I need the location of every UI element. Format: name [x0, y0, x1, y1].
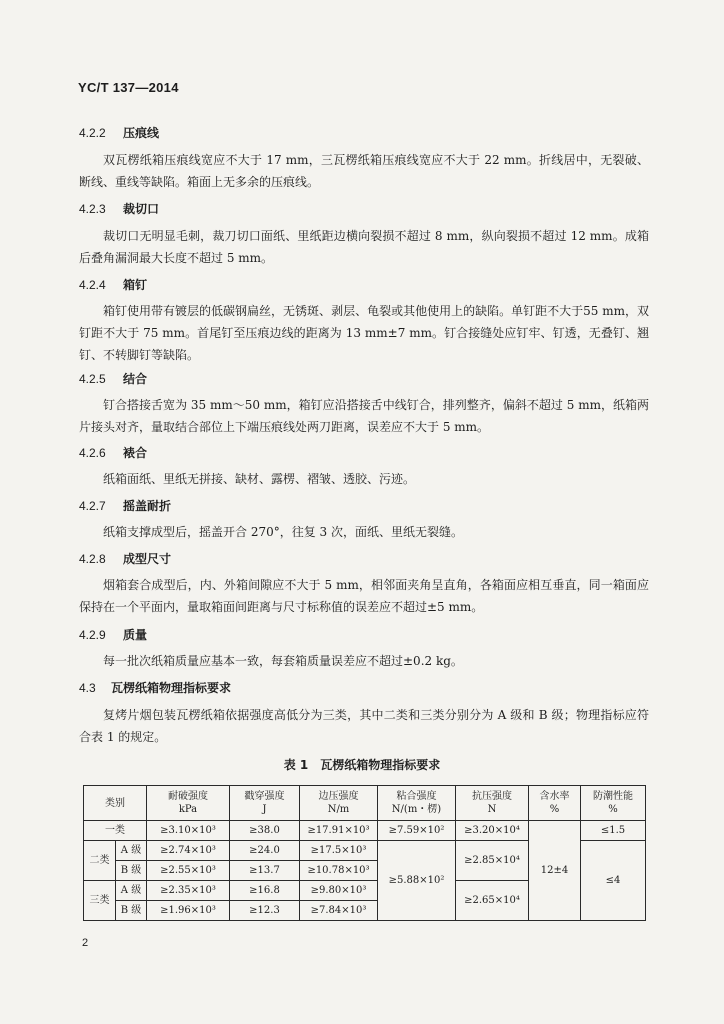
header-label: 防潮性能: [593, 791, 633, 802]
section-number: 4.2.2: [79, 126, 106, 140]
cell-puncture: ≥38.0: [230, 821, 300, 841]
header-unit: kPa: [178, 804, 198, 815]
header-unit: J: [262, 804, 267, 815]
cell-burst: ≥1.96×10³: [147, 901, 230, 921]
section-heading-4-2-6: [79, 444, 147, 461]
section-number: 4.3: [79, 681, 96, 695]
section-title: 压痕线: [123, 126, 160, 140]
cell-damp: ≤1.5: [581, 821, 646, 841]
section-number: 4.2.7: [79, 499, 106, 513]
section-heading-4-3: [79, 679, 231, 696]
paragraph-4-2-8: 烟箱套合成型后，内、外箱间隙应不大于 5 mm，相邻面夹角呈直角，各箱面应相互垂直，同一箱面应保持在一个平面内，量取箱面间距离与尺寸标称值的误差应不超过±5 mm。: [79, 578, 649, 614]
cell-burst: ≥3.10×10³: [147, 821, 230, 841]
cell-edge: ≥10.78×10³: [300, 861, 378, 881]
header-moisture: [529, 786, 581, 821]
header-edge: [300, 786, 378, 821]
cell-puncture: ≥12.3: [230, 901, 300, 921]
cell-edge: ≥7.84×10³: [300, 901, 378, 921]
cell-puncture: ≥13.7: [230, 861, 300, 881]
grade-label: B 级: [116, 861, 147, 881]
grade-label: B 级: [116, 901, 147, 921]
section-number: 4.2.5: [79, 372, 106, 386]
paragraph-4-2-5: 钉合搭接舌宽为 35 mm～50 mm，箱钉应沿搭接舌中线钉合，排列整齐，偏斜不超过 5 mm，纸箱两片接头对齐，量取结合部位上下端压痕线处两刀距离，误差应不大于 5 mm。: [79, 398, 649, 434]
cell-edge: ≥9.80×10³: [300, 881, 378, 901]
section-heading-4-2-5: [79, 370, 147, 387]
section-heading-4-2-4: [79, 276, 147, 293]
header-label: 戳穿强度: [244, 791, 285, 802]
header-damp: [581, 786, 646, 821]
section-title: 结合: [123, 372, 148, 386]
header-unit: %: [608, 804, 618, 815]
page-number: 2: [82, 937, 89, 949]
section-title: 裱合: [123, 446, 148, 460]
table-caption: 表 1 瓦楞纸箱物理指标要求: [283, 758, 441, 772]
section-title: 成型尺寸: [123, 552, 172, 566]
header-label: 耐破强度: [168, 791, 208, 802]
section-number: 4.2.8: [79, 552, 106, 566]
grade-label: A 级: [116, 841, 147, 861]
section-heading-4-2-7: [79, 497, 171, 514]
standard-code: YC/T 137—2014: [78, 80, 179, 95]
cell-puncture: ≥16.8: [230, 881, 300, 901]
header-compress: [456, 786, 529, 821]
header-bond: [378, 786, 456, 821]
cell-compress: ≥2.65×10⁴: [456, 881, 529, 921]
paragraph-4-2-6: 纸箱面纸、里纸无拼接、缺材、露楞、褶皱、透胶、污迹。: [103, 472, 416, 486]
header-unit: N/(m・楞): [391, 804, 442, 815]
class1-label: 一类: [84, 821, 147, 841]
header-label: 边压强度: [318, 791, 359, 802]
cell-edge: ≥17.5×10³: [300, 841, 378, 861]
table-row: [84, 821, 646, 841]
cell-damp-shared: ≤4: [581, 841, 646, 921]
paragraph-4-3: 复烤片烟包装瓦楞纸箱依据强度高低分为三类，其中二类和三类分别分为 A 级和 B 级；物理指标应符合表 1 的规定。: [79, 708, 649, 744]
section-number: 4.2.6: [79, 446, 106, 460]
section-title: 摇盖耐折: [123, 499, 172, 513]
paragraph-4-2-7: 纸箱支撑成型后，摇盖开合 270°，往复 3 次，面纸、里纸无裂缝。: [103, 525, 463, 539]
section-heading-4-2-3: [79, 200, 159, 217]
cell-burst: ≥2.35×10³: [147, 881, 230, 901]
cell-bond-shared: ≥5.88×10²: [378, 841, 456, 921]
paragraph-4-2-3: 裁切口无明显毛刺，裁刀切口面纸、里纸距边横向裂损不超过 8 mm，纵向裂损不超过 12 mm。成箱后叠角漏洞最大长度不超过 5 mm。: [79, 229, 649, 265]
header-label: 抗压强度: [472, 791, 512, 802]
section-number: 4.2.9: [79, 628, 106, 642]
section-title: 裁切口: [123, 202, 160, 216]
paragraph-4-2-9: 每一批次纸箱质量应基本一致，每套箱质量误差应不超过±0.2 kg。: [103, 654, 463, 668]
physical-requirements-table: [83, 785, 646, 921]
table-header-row: [84, 786, 646, 821]
header-burst: [147, 786, 230, 821]
cell-compress: ≥3.20×10⁴: [456, 821, 529, 841]
cell-burst: ≥2.55×10³: [147, 861, 230, 881]
paragraph-4-2-4: 箱钉使用带有镀层的低碳钢扁丝，无锈斑、剥层、龟裂或其他使用上的缺陷。单钉距不大于55 mm，双钉距不大于 75 mm。首尾钉至压痕边线的距离为 13 mm±7 mm。钉合接缝处应钉牢、钉透，无叠钉、翘钉、不转脚钉等缺陷。: [79, 304, 649, 362]
cell-moisture: 12±4: [529, 821, 581, 921]
section-title: 质量: [123, 628, 148, 642]
section-title: 箱钉: [123, 278, 148, 292]
cell-edge: ≥17.91×10³: [300, 821, 378, 841]
header-unit: N/m: [327, 804, 350, 815]
section-heading-4-2-9: [79, 626, 147, 643]
header-label: 含水率: [539, 791, 570, 802]
class3-label: 三类: [84, 881, 116, 921]
section-heading-4-2-2: [79, 124, 159, 141]
paragraph-4-2-2: 双瓦楞纸箱压痕线宽应不大于 17 mm，三瓦楞纸箱压痕线宽应不大于 22 mm。折线居中，无裂破、断线、重线等缺陷。箱面上无多余的压痕线。: [79, 153, 649, 189]
section-number: 4.2.4: [79, 278, 106, 292]
header-category: 类别: [84, 786, 147, 821]
class2-label: 二类: [84, 841, 116, 881]
cell-compress: ≥2.85×10⁴: [456, 841, 529, 881]
section-title: 瓦楞纸箱物理指标要求: [111, 681, 232, 695]
header-label: 粘合强度: [396, 791, 437, 802]
section-heading-4-2-8: [79, 550, 171, 567]
section-number: 4.2.3: [79, 202, 106, 216]
header-unit: N: [487, 804, 497, 815]
cell-bond: ≥7.59×10²: [378, 821, 456, 841]
cell-burst: ≥2.74×10³: [147, 841, 230, 861]
header-unit: %: [549, 804, 560, 815]
grade-label: A 级: [116, 881, 147, 901]
cell-puncture: ≥24.0: [230, 841, 300, 861]
header-puncture: [230, 786, 300, 821]
